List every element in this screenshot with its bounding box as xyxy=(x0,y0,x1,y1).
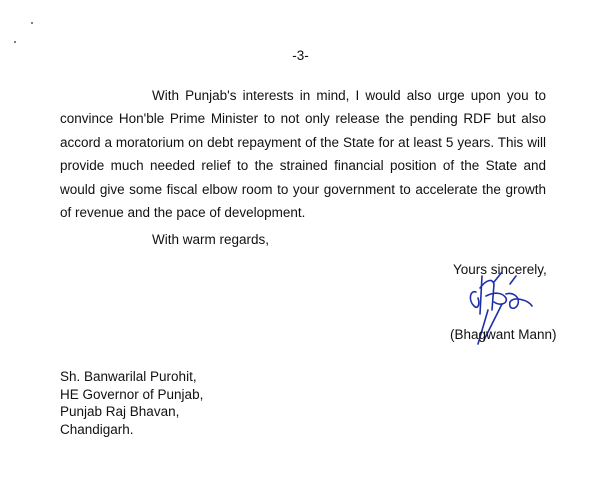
address-line-office: Punjab Raj Bhavan, xyxy=(60,404,180,419)
signer-name: (Bhagwant Mann) xyxy=(450,327,557,342)
address-line-name: Sh. Banwarilal Purohit, xyxy=(60,369,197,384)
recipient-address xyxy=(60,368,203,438)
body-paragraph: With Punjab's interests in mind, I would also urge upon you to convince Hon'ble Prime Minister to not only release the pending RDF but also accord a moratorium on debt repayment of the State for at least 5 years. This will provide much needed relief to the strained financial position of the State and would give some fiscal elbow room to your government to accelerate the growth of revenue and the pace of development. xyxy=(60,88,546,221)
closing-line: Yours sincerely, xyxy=(453,262,547,277)
address-line-city: Chandigarh. xyxy=(60,421,134,437)
scan-speck xyxy=(31,22,33,24)
address-line-title: HE Governor of Punjab, xyxy=(60,386,204,402)
page-number: -3- xyxy=(292,48,309,63)
regards-line: With warm regards, xyxy=(152,232,270,247)
scan-speck xyxy=(14,41,16,43)
